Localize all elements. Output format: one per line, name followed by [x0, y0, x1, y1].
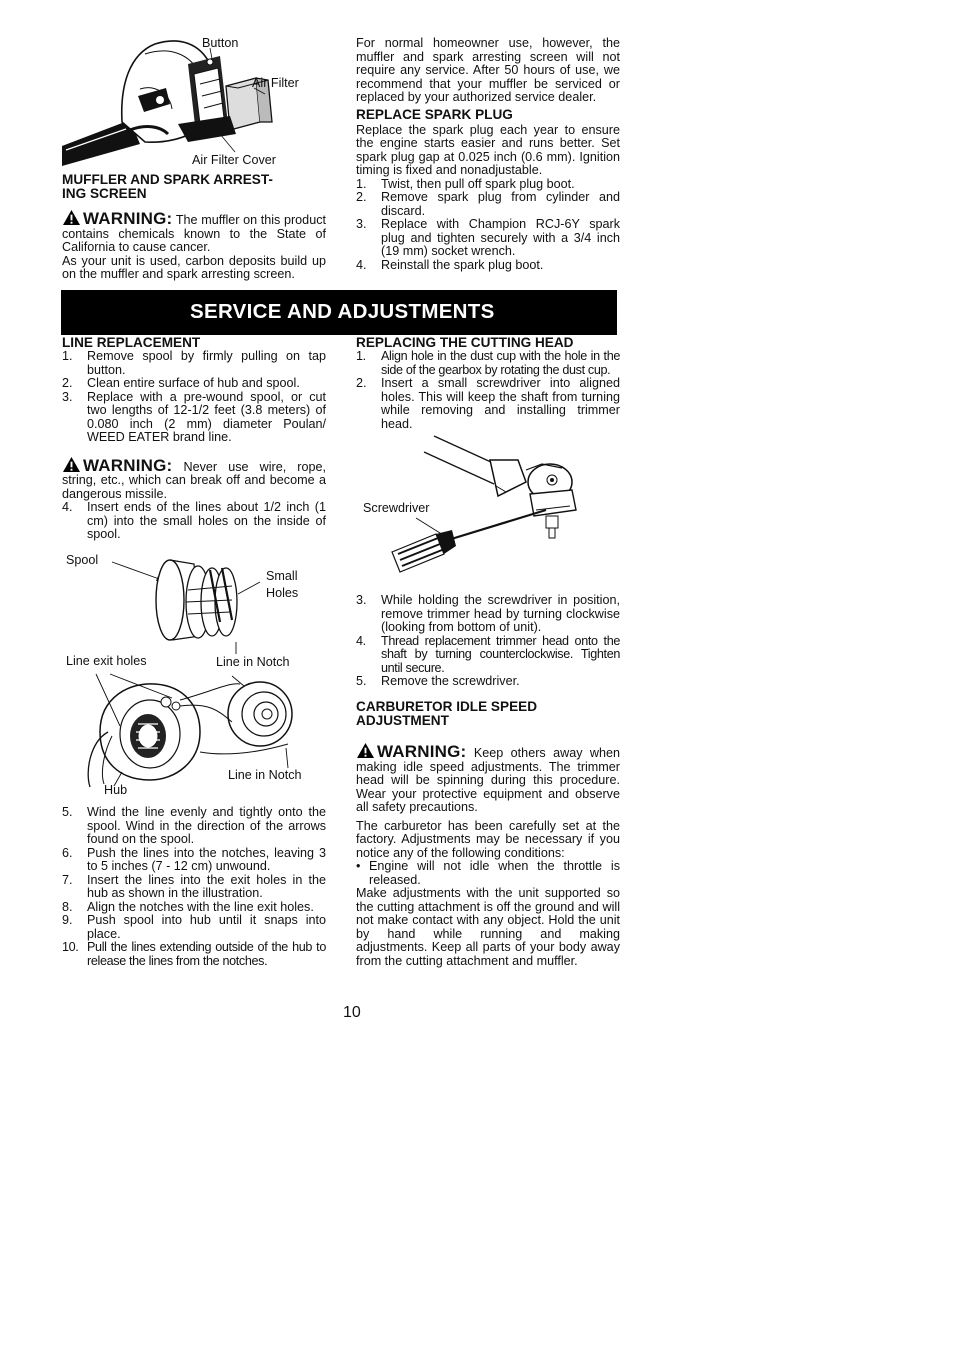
muffler-heading: MUFFLER AND SPARK ARREST- ING SCREEN: [62, 172, 273, 201]
label-air-filter: Air Filter: [252, 76, 299, 90]
page-number: 10: [343, 1004, 361, 1021]
spool-illustration: [60, 550, 330, 660]
warning-text: The muffler on this product contains chemicals known to the State of California to cause cancer.: [62, 213, 326, 254]
label-line-in-notch-top: Line in Notch: [216, 655, 290, 669]
section-banner: [61, 290, 617, 335]
list-item: 8. Align the notches with the line exit holes.: [62, 899, 314, 914]
line-replacement-heading: LINE REPLACEMENT: [62, 335, 201, 350]
list-item: 6. Push the lines into the notches, leaving 3 to 5 inches (7 - 12 cm) unwound.: [62, 845, 326, 873]
list-item: 3. While holding the screwdriver in position, remove trimmer head by turning clockwise (looking from bottom of unit).: [356, 593, 620, 634]
list-item: 1. Align hole in the dust cup with the hole in the side of the gearbox by rotating the dust cup.: [356, 349, 620, 377]
spark-plug-heading: REPLACE SPARK PLUG: [356, 106, 513, 122]
cutting-head-steps-a: [356, 350, 620, 431]
line-warning: [62, 456, 326, 502]
muffler-para: As your unit is used, carbon deposits build up on the muffler and spark arresting screen.: [62, 253, 326, 281]
spark-plug-para: Replace the spark plug each year to ensure the engine starts easier and runs better. Set spark plug gap at 0.025 inch (0.6 mm). Ignition timing is fixed and nonadjustable.: [356, 122, 620, 177]
label-line-exit-holes: Line exit holes: [66, 654, 147, 668]
warning-label: WARNING:: [83, 209, 173, 228]
line-replacement-steps-b-wrap: [62, 806, 326, 968]
cutting-head-heading: REPLACING THE CUTTING HEAD: [356, 335, 574, 350]
label-hub: Hub: [104, 783, 128, 797]
list-item: 1. Twist, then pull off spark plug boot.: [356, 176, 575, 191]
muffler-section: [62, 173, 326, 282]
list-item: 4. Thread replacement trimmer head onto the shaft by turning counterclockwise. Tighten until secure.: [356, 633, 620, 675]
list-item: 3. Replace with a pre-wound spool, or cut two lengths of 12-1/2 feet (3.8 meters) of 0.080 inch (2 mm) diameter Poulan/ WEED EATER brand line.: [62, 389, 326, 444]
list-item: 1. Remove spool by firmly pulling on tap button.: [62, 349, 326, 377]
list-item: 2. Insert a small screwdriver into aligned holes. This will keep the shaft from turning while removing and installing trimmer head.: [356, 376, 620, 431]
list-item: 10. Pull the lines extending outside of the hub to release the lines from the notches.: [62, 940, 326, 968]
muffler-warning: [62, 209, 326, 255]
carburetor-para1: The carburetor has been carefully set at the factory. Adjustments may be necessary if you notice any of the following conditions:: [356, 818, 620, 860]
list-item: 4. Insert ends of the lines about 1/2 inch (1 cm) into the small holes on the inside of spool.: [62, 500, 326, 541]
right-top-section: [356, 37, 620, 272]
line-replacement-steps-a: [62, 350, 326, 445]
list-item: 5. Remove the screwdriver.: [356, 674, 520, 688]
label-small: Small: [266, 569, 298, 583]
list-item: 7. Insert the lines into the exit holes in the hub as shown in the illustration.: [62, 872, 326, 900]
banner-title: SERVICE AND ADJUSTMENTS: [190, 300, 495, 323]
label-button: Button: [202, 36, 239, 50]
warning-text: Keep others away when making idle speed adjustments. The trimmer head will be spinning during this procedure. Wear your protective equipment and observe all safety precautions.: [356, 746, 621, 814]
label-screwdriver: Screwdriver: [363, 501, 430, 515]
label-air-filter-cover: Air Filter Cover: [192, 153, 276, 167]
warning-label: WARNING:: [83, 455, 173, 475]
line-replacement-section: [62, 336, 326, 542]
list-item: • Engine will not idle when the throttle is released.: [356, 859, 620, 887]
carburetor-warning: [356, 742, 620, 815]
label-spool: Spool: [66, 553, 99, 567]
warning-icon: [356, 742, 375, 759]
muffler-service-para: For normal homeowner use, however, the muffler and spark arresting screen will not require any service. After 50 hours of use, we recommend that your muffler be serviced or replaced by your authorized service dealer.: [356, 36, 620, 104]
list-item: 2. Clean entire surface of hub and spool.: [62, 376, 300, 390]
list-item: 2. Remove spark plug from cylinder and discard.: [356, 190, 620, 218]
line-replacement-step-4: [62, 501, 326, 542]
cutting-head-steps-b: [356, 594, 620, 689]
list-item: 5. Wind the line evenly and tightly onto the spool. Wind in the direction of the arrows found on the spool.: [62, 805, 326, 846]
warning-text: Never use wire, rope, string, etc., which can break off and become a dangerous missile.: [62, 459, 326, 501]
warning-icon: [62, 209, 81, 226]
label-holes: Holes: [266, 586, 299, 600]
warning-icon: [62, 456, 81, 473]
label-line-in-notch-bottom: Line in Notch: [228, 768, 302, 782]
carburetor-heading: CARBURETOR IDLE SPEED ADJUSTMENT: [356, 699, 538, 728]
list-item: 3. Replace with Champion RCJ-6Y spark plug and tighten securely with a 3/4 inch (19 mm) socket wrench.: [356, 217, 620, 258]
carburetor-section: [356, 700, 620, 968]
carburetor-para2: Make adjustments with the unit supported so the cutting attachment is off the ground and will not make contact with any object. Hold the unit by hand while running and making adjustments. Keep all parts of your body away from the cutting attachment and muffler.: [356, 886, 620, 968]
air-filter-illustration: [60, 34, 330, 166]
list-item: 9. Push spool into hub until it snaps into place.: [62, 913, 326, 941]
list-item: 4. Reinstall the spark plug boot.: [356, 257, 544, 272]
line-replacement-steps-b: [62, 806, 326, 968]
spark-plug-steps: [356, 178, 620, 273]
warning-label: WARNING:: [377, 742, 467, 761]
cutting-head-section: [356, 336, 620, 431]
carburetor-conditions: [356, 860, 620, 887]
cutting-head-steps-b-wrap: [356, 594, 620, 689]
